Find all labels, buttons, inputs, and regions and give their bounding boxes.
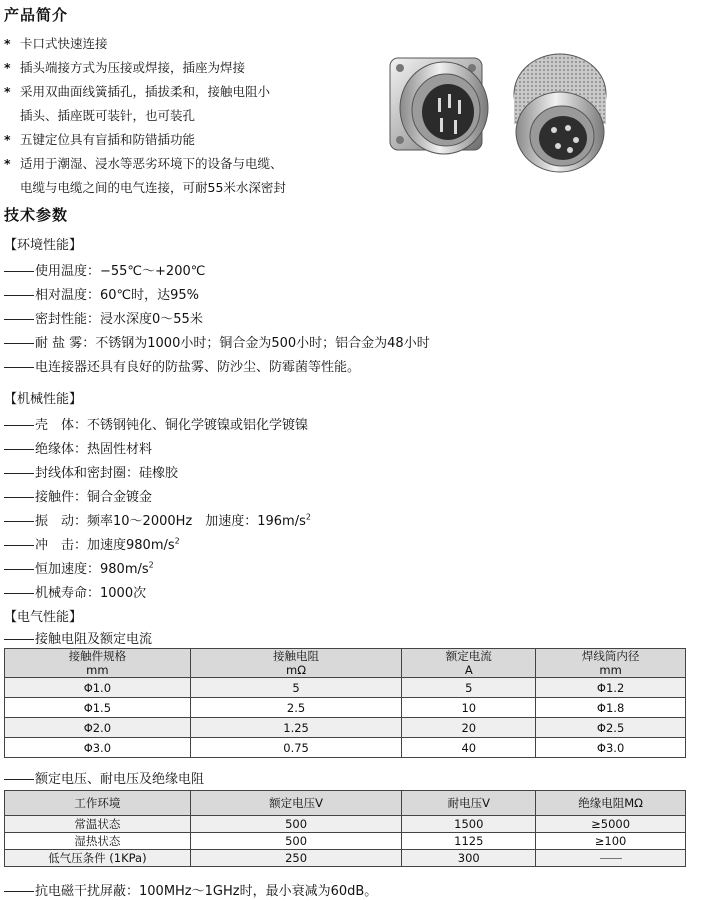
table-cell: Φ1.5 xyxy=(5,698,191,718)
table-row xyxy=(5,833,686,850)
table-header-row xyxy=(5,649,686,678)
table-cell: Φ2.5 xyxy=(536,718,686,738)
table-cell: 5 xyxy=(190,678,402,698)
intro-bullet: * 插头端接方式为压接或焊接，插座为焊接 xyxy=(4,60,246,75)
table-cell: 1500 xyxy=(402,816,536,833)
table-cell xyxy=(536,850,686,867)
table-cell: ≥100 xyxy=(536,833,686,850)
contact-resistance-table xyxy=(4,648,686,758)
table-header-row xyxy=(5,791,686,816)
table-header-cell: 额定电流 A xyxy=(402,649,536,678)
table-row xyxy=(5,678,686,698)
emi-shielding-note: 抗电磁干扰屏蔽：100MHz～1GHz时，最小衰减为60dB。 xyxy=(4,880,377,899)
table-cell: 湿热状态 xyxy=(5,833,191,850)
table-header-cell: 耐电压V xyxy=(402,791,536,816)
environment-section-title: 【环境性能】 xyxy=(4,238,83,253)
table-cell: 500 xyxy=(190,833,402,850)
voltage-insulation-table xyxy=(4,790,686,867)
table-row xyxy=(5,816,686,833)
table-cell: 10 xyxy=(402,698,536,718)
bullet-icon: * xyxy=(4,84,11,99)
table-row xyxy=(5,738,686,758)
table-cell: 5 xyxy=(402,678,536,698)
specs-heading: 技术参数 xyxy=(4,206,69,224)
spec-item: 恒加速度：$980m/s^2$ xyxy=(4,558,154,577)
table-cell: 250 xyxy=(190,850,402,867)
table-cell: 20 xyxy=(402,718,536,738)
table-cell: Φ3.0 xyxy=(5,738,191,758)
intro-bullet: * 适用于潮湿、浸水等恶劣环境下的设备与电缆、 xyxy=(4,156,283,171)
bullet-icon: * xyxy=(4,156,11,171)
intro-bullet-continuation: 插头、插座既可装针，也可装孔 xyxy=(20,108,196,123)
bullet-icon: * xyxy=(4,132,11,147)
table-cell: 2.5 xyxy=(190,698,402,718)
intro-bullet: * 五键定位具有盲插和防错插功能 xyxy=(4,132,196,147)
table-row xyxy=(5,718,686,738)
table-header-cell: 焊线筒内径 mm xyxy=(536,649,686,678)
table-cell: 低气压条件 (1KPa) xyxy=(5,850,191,867)
table-cell: 常温状态 xyxy=(5,816,191,833)
table-header-cell: 额定电压V xyxy=(190,791,402,816)
contact-table-caption: 接触电阻及额定电流 xyxy=(4,628,152,647)
connector-product-image xyxy=(382,36,612,176)
table-cell: 40 xyxy=(402,738,536,758)
table-cell: 1125 xyxy=(402,833,536,850)
spec-item: 使用温度：−55℃～+200℃ xyxy=(4,260,205,279)
table-cell: 500 xyxy=(190,816,402,833)
table-cell: 1.25 xyxy=(190,718,402,738)
bullet-icon: * xyxy=(4,36,11,51)
spec-item: 冲 击：加速度$980m/s^2$ xyxy=(4,534,180,553)
table-cell: Φ1.2 xyxy=(536,678,686,698)
table-header-cell: 接触电阻 mΩ xyxy=(190,649,402,678)
spec-item: 密封性能：浸水深度0～55米 xyxy=(4,308,203,327)
intro-bullet-continuation: 电缆与电缆之间的电气连接，可耐55米水深密封 xyxy=(20,180,286,195)
socket-connector xyxy=(390,58,488,154)
spec-item: 壳 体：不锈钢钝化、铜化学镀镍或铝化学镀镍 xyxy=(4,414,308,433)
no-value-dash xyxy=(600,858,622,859)
table-row xyxy=(5,850,686,867)
spec-item: 接触件：铜合金镀金 xyxy=(4,486,152,505)
table-row xyxy=(5,698,686,718)
spec-item: 机械寿命：1000次 xyxy=(4,582,146,601)
electrical-section-title: 【电气性能】 xyxy=(4,610,83,625)
table-cell: Φ1.8 xyxy=(536,698,686,718)
spec-item: 电连接器还具有良好的防盐雾、防沙尘、防霉菌等性能。 xyxy=(4,356,360,375)
table-header-cell: 接触件规格 mm xyxy=(5,649,191,678)
mechanical-section-title: 【机械性能】 xyxy=(4,392,83,407)
table-cell: ≥5000 xyxy=(536,816,686,833)
spec-item: 封线体和密封圈：硅橡胶 xyxy=(4,462,178,481)
spec-item: 振 动：频率10～2000Hz 加速度：$196m/s^2$ xyxy=(4,510,311,529)
bullet-icon: * xyxy=(4,60,11,75)
table-cell: 300 xyxy=(402,850,536,867)
spec-item: 绝缘体：热固性材料 xyxy=(4,438,152,457)
voltage-table-caption: 额定电压、耐电压及绝缘电阻 xyxy=(4,768,204,787)
table-header-cell: 工作环境 xyxy=(5,791,191,816)
table-header-cell: 绝缘电阻MΩ xyxy=(536,791,686,816)
plug-connector xyxy=(514,54,606,172)
intro-bullet: * 卡口式快速连接 xyxy=(4,36,108,51)
intro-heading: 产品简介 xyxy=(4,6,69,24)
table-cell: Φ1.0 xyxy=(5,678,191,698)
spec-item: 相对温度：60℃时，达95% xyxy=(4,284,199,303)
table-cell: 0.75 xyxy=(190,738,402,758)
intro-bullet: * 采用双曲面线簧插孔，插拔柔和，接触电阻小 xyxy=(4,84,271,99)
table-cell: Φ2.0 xyxy=(5,718,191,738)
spec-item: 耐 盐 雾：不锈钢为1000小时；铜合金为500小时；铝合金为48小时 xyxy=(4,332,430,351)
table-cell: Φ3.0 xyxy=(536,738,686,758)
